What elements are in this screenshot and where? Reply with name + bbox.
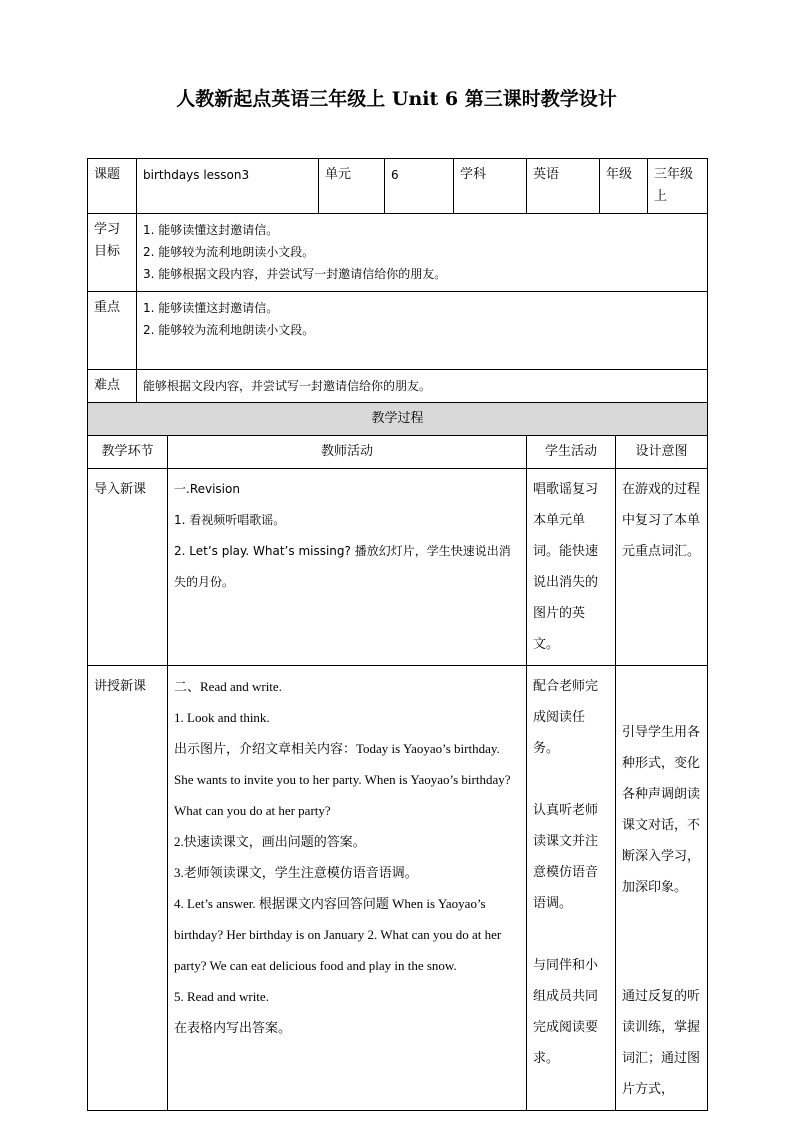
table-row <box>88 666 708 1111</box>
goal-item: 1. 能够读懂这封邀请信。 <box>143 223 279 237</box>
teacher-line: 2. Let’s play. What’s missing? 播放幻灯片，学生快速说出消失的月份。 <box>174 544 511 589</box>
column-teacher: 教师活动 <box>168 436 527 469</box>
column-student: 学生活动 <box>527 436 616 469</box>
process-header: 教学过程 <box>88 403 708 436</box>
key-points-list <box>137 292 708 370</box>
teacher-line: 1. 看视频听唱歌谣。 <box>174 513 286 527</box>
goal-item: 2. 能够较为流利地朗读小文段。 <box>143 245 315 259</box>
student-line: 认真听老师读课文并注意模仿语音语调。 <box>533 803 599 911</box>
key-point-item: 1. 能够读懂这封邀请信。 <box>143 301 279 315</box>
teacher-cell <box>168 666 527 1111</box>
student-cell: 唱歌谣复习本单元单词。能快速说出消失的图片的英文。 <box>527 469 616 666</box>
grade-value: 三年级上 <box>648 159 708 214</box>
unit-label: 单元 <box>319 159 385 214</box>
subject-value: 英语 <box>527 159 600 214</box>
topic-value: birthdays lesson3 <box>137 159 319 214</box>
student-line: 与同伴和小组成员共同完成阅读要求。 <box>533 958 599 1066</box>
grade-label: 年级 <box>600 159 648 214</box>
teacher-line: 1. Look and think. <box>174 710 270 725</box>
goals-label: 学习目标 <box>88 214 137 292</box>
table-row <box>88 469 708 666</box>
student-line: 配合老师完成阅读任务。 <box>533 679 599 756</box>
teacher-line: 在表格内写出答案。 <box>174 1020 292 1035</box>
student-cell <box>527 666 616 1111</box>
teacher-line: 5. Read and write. <box>174 989 269 1004</box>
stage-cell: 导入新课 <box>88 469 168 666</box>
difficulty-row <box>88 370 708 403</box>
teacher-line: 2.快速读课文，画出问题的答案。 <box>174 834 366 849</box>
stage-cell: 讲授新课 <box>88 666 168 1111</box>
intent-line: 通过反复的听读训练，掌握词汇；通过图片方式， <box>622 989 701 1097</box>
topic-label: 课题 <box>88 159 137 214</box>
goal-item: 3. 能够根据文段内容，并尝试写一封邀请信给你的朋友。 <box>143 267 447 281</box>
key-points-row <box>88 292 708 370</box>
intent-line: 引导学生用各种形式，变化各种声调朗读课文对话，不断深入学习，加深印象。 <box>622 725 701 895</box>
key-points-label: 重点 <box>88 292 137 370</box>
info-row <box>88 159 708 214</box>
teacher-cell <box>168 469 527 666</box>
unit-value: 6 <box>385 159 454 214</box>
page-title: 人教新起点英语三年级上 Unit 6 第三课时教学设计 <box>176 88 617 110</box>
difficulty-text: 能够根据文段内容，并尝试写一封邀请信给你的朋友。 <box>137 370 708 403</box>
column-stage: 教学环节 <box>88 436 168 469</box>
process-header-row <box>88 403 708 436</box>
subject-label: 学科 <box>454 159 527 214</box>
intent-cell: 在游戏的过程中复习了本单元重点词汇。 <box>616 469 708 666</box>
teacher-line: 4. Let’s answer. 根据课文内容回答问题 When is Yaoyao’s birthday? Her birthday is on January 2. What can you do at her party? We can eat delicious food and play in the snow. <box>174 896 502 973</box>
key-point-item: 2. 能够较为流利地朗读小文段。 <box>143 323 315 337</box>
difficulty-label: 难点 <box>88 370 137 403</box>
intent-cell <box>616 666 708 1111</box>
teacher-line: 一.Revision <box>174 482 240 496</box>
teacher-line: 3.老师领读课文，学生注意模仿语音语调。 <box>174 865 418 880</box>
goals-list <box>137 214 708 292</box>
column-intent: 设计意图 <box>616 436 708 469</box>
lesson-plan-table <box>87 158 708 1111</box>
teacher-line: 出示图片，介绍文章相关内容：Today is Yaoyao’s birthday. She wants to invite you to her party. When is Yaoyao’s birthday? What can you do at her party? <box>174 741 511 818</box>
goals-row <box>88 214 708 292</box>
column-header-row <box>88 436 708 469</box>
teacher-line: 二、Read and write. <box>174 679 282 694</box>
